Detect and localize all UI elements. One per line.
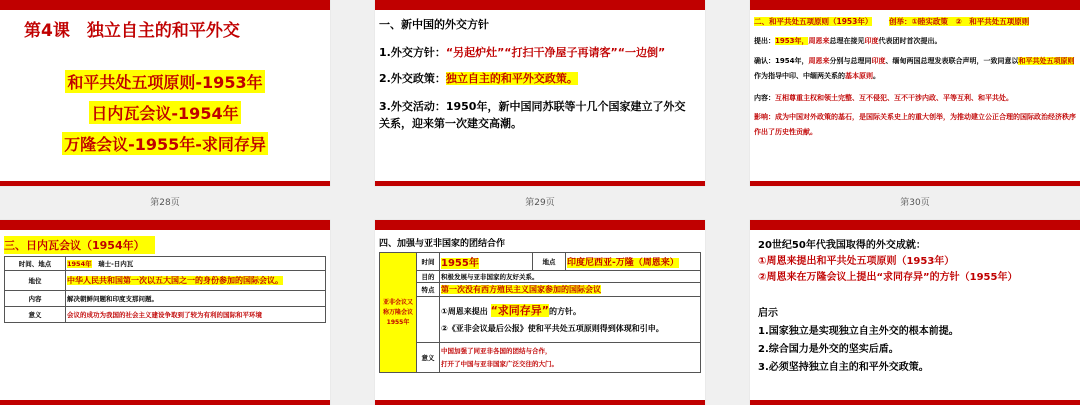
slide-bottom-bar	[375, 400, 705, 405]
table-row	[380, 343, 701, 373]
slide-top-bar	[750, 220, 1080, 230]
row-key: 地位	[5, 271, 66, 291]
process-2: ②《亚非会议最后公报》使和平共处五项原则得到体现和引申。	[441, 324, 664, 333]
table-row	[5, 291, 326, 307]
bandung-table	[379, 252, 701, 373]
line-five-principles: 和平共处五项原则-1953年	[65, 70, 264, 93]
slide-bottom-bar	[0, 181, 330, 186]
row-value: 中华人民共和国第一次以五大国之一的身份参加的国际会议。	[67, 276, 283, 285]
section-heading: 一、新中国的外交方针	[379, 18, 489, 31]
section-heading-row: 二、和平共处五项原则（1953年） 创举：①睦实政策 ② 和平共处五项原则	[754, 17, 1030, 26]
slide-summary[interactable]	[750, 220, 1080, 405]
time-value: 1955年	[441, 258, 479, 269]
slide-28[interactable]	[0, 0, 330, 186]
impact-line: 影响：成为中国对外政策的基石，是国际关系史上的重大创举，为推动建立公正合理的国际政治经济秩序作出了历史性贡献。	[754, 113, 1076, 136]
proposal-line: 提出：1953年，周恩来总理在接见印度代表团时首次提出。	[754, 37, 942, 45]
slide-30[interactable]	[750, 0, 1080, 186]
row-value-place: 瑞士-日内瓦	[98, 260, 134, 268]
row-value-year: 1954年	[67, 260, 92, 268]
page-label-29: 第29页	[525, 198, 555, 208]
insight-3: 3.必须坚持独立自主的和平外交政策。	[758, 362, 929, 373]
table-row	[380, 297, 701, 343]
slide-bottom-bar	[375, 181, 705, 186]
insight-1: 1.国家独立是实现独立自主外交的根本前提。	[758, 326, 959, 337]
place-value: 印度尼西亚-万隆（周恩来）	[567, 258, 679, 268]
row-value: 解决朝鲜问题和印度支那问题。	[66, 291, 326, 307]
policy-item-2: 2.外交政策：独立自主的和平外交政策。	[379, 72, 578, 85]
row-value: 第一次没有西方殖民主义国家参加的国际会议	[441, 285, 601, 294]
slide-top-bar	[750, 0, 1080, 10]
table-row	[380, 283, 701, 297]
section-heading: 三、日内瓦会议（1954年）	[4, 236, 155, 254]
slide-bottom-bar	[750, 400, 1080, 405]
row-key: 时间	[417, 253, 440, 271]
row-key: 时间、地点	[5, 257, 66, 271]
meaning-2: 打开了中国与亚非国家广泛交往的大门。	[441, 359, 558, 368]
process-1: ①周恩来提出 “求同存异”的方针。	[441, 304, 582, 317]
slide-bandung[interactable]	[375, 220, 705, 405]
content-line: 内容：互相尊重主权和领土完整、互不侵犯、互不干涉内政、平等互利、和平共处。	[754, 94, 1013, 102]
table-row	[380, 253, 701, 271]
slide-title: 第4课 独立自主的和平外交	[24, 21, 240, 41]
slide-geneva[interactable]	[0, 220, 330, 405]
row-value: 会议的成功为我国的社会主义建设争取到了较为有利的国际和平环境	[66, 307, 326, 323]
slide-top-bar	[375, 0, 705, 10]
policy-item-1: 1.外交方针：“另起炉灶”“打扫干净屋子再请客”“一边倒”	[379, 46, 666, 59]
page-label-30: 第30页	[900, 198, 930, 208]
slide-top-bar	[0, 0, 330, 10]
line-bandung: 万隆会议-1955年-求同存异	[62, 132, 268, 155]
slide-bottom-bar	[750, 181, 1080, 186]
row-key: 意义	[5, 307, 66, 323]
slide-29[interactable]	[375, 0, 705, 186]
row-value: 积极发展与亚非国家的友好关系。	[440, 271, 701, 283]
row-key: 目的	[417, 271, 440, 283]
page-label-28: 第28页	[150, 198, 180, 208]
table-row	[5, 307, 326, 323]
geneva-table	[4, 256, 326, 323]
table-row	[5, 257, 326, 271]
side-label: 亚非会议又称万隆会议1955年	[380, 253, 417, 373]
achievements-heading: 20世纪50年代我国取得的外交成就：	[758, 240, 926, 251]
slide-bottom-bar	[0, 400, 330, 405]
slide-top-bar	[375, 220, 705, 230]
achievement-1: ①周恩来提出和平共处五项原则（1953年）	[758, 256, 955, 267]
slide-top-bar	[0, 220, 330, 230]
meaning-1: 中国加强了同亚非各国的团结与合作，	[441, 346, 552, 355]
row-key: 意义	[417, 343, 440, 373]
row-key: 特点	[417, 283, 440, 297]
table-row	[5, 271, 326, 291]
insight-2: 2.综合国力是外交的坚实后盾。	[758, 344, 899, 355]
row-key: 内容	[5, 291, 66, 307]
confirmation-line: 确认：1954年，周恩来分别与总理同印度、缅甸两国总理发表联合声明，一致同意以和平共处五项原则作为指导中印、中缅两关系的基本原则。	[754, 57, 1075, 80]
achievement-2: ②周恩来在万隆会议上提出“求同存异”的方针（1955年）	[758, 272, 1018, 283]
policy-item-3: 3.外交活动：1950年，新中国同苏联等十几个国家建立了外交关系，迎来第一次建交高潮。	[379, 100, 686, 130]
row-key: 地点	[533, 253, 566, 271]
insights-heading: 启示	[758, 308, 778, 319]
table-row	[380, 271, 701, 283]
line-geneva: 日内瓦会议-1954年	[89, 101, 240, 124]
section-heading: 四、加强与亚非国家的团结合作	[379, 239, 506, 249]
